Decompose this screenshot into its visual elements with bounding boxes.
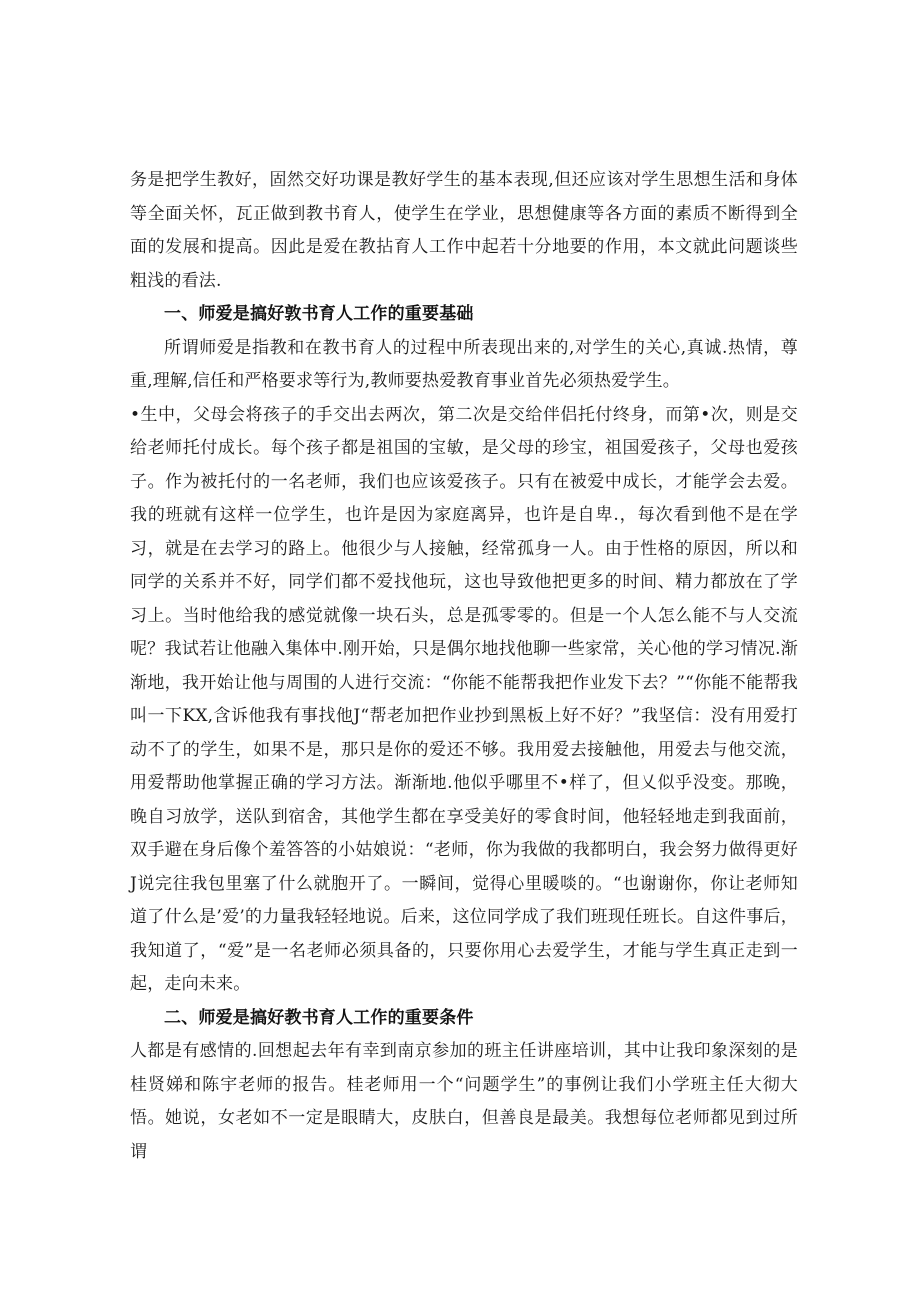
paragraph-training: 人都是有感情的.回想起去年有幸到南京参加的班主任讲座培训，其中让我印象深刻的是桂贤娣和陈宇老师的报告。桂老师用一个“问题学生”的事例让我们小学班主任大彻大悟。她说，女老如不一定是眼睛大，皮肤白，但善良是最美。我想每位老师都见到过所谓 <box>130 1041 798 1162</box>
paragraph-story: •生中，父母会将孩子的手交出去两次，第二次是交给伴侣托付终身，而第•次，则是交给老师托付成长。每个孩子都是祖国的宝敏，是父母的珍宝，祖国爱孩子，父母也爱孩子。作为被托付的一名老师，我们也应该爱孩子。只有在被爱中成长，才能学会去爱。我的班就有这样一位学生，也许是因为家庭离异，也许是自卑.，每次看到他不是在学习，就是在去学习的路上。他很少与人接触，经常孤身一人。由于性格的原因，所以和同学的关系并不好，同学们都不爱找他玩，这也导致他把更多的时间、精力都放在了学习上。当时他给我的感觉就像一块石头，总是孤零零的。但是一个人怎么能不与人交流呢？我试若让他融入集体中.刚开始，只是偶尔地找他聊一些家常，关心他的学习情况.渐渐地，我开始让他与周围的人进行交流：“你能不能帮我把作业发下去？”“你能不能帮我叫一下KX,含诉他我有事找他J“帮老加把作业抄到黑板上好不好？”我坚信：没有用爱打动不了的学生，如果不是，那只是你的爱还不够。我用爱去接触他，用爱去与他交流，用爱帮助他掌握正确的学习方法。渐渐地.他似乎哪里不•样了，但乂似乎没变。那晚，晚自习放学，送队到宿舍，其他学生都在享受美好的零食时间，他轻轻地走到我面前，双手避在身后像个羞答答的小姑娘说：“老师，你为我做的我都明白，我会努力做得更好J说完往我包里塞了什么就胞开了。一瞬间，觉得心里暖啖的。“也谢谢你，你让老师知道了什么是’爱’的力量我轻轻地说。后来，这位同学成了我们班现任班长。自这件事后，我知道了，“爱”是一名老师必须具备的，只要你用心去爱学生，才能与学生真正走到一起，走向未来。 <box>130 404 798 994</box>
paragraph-definition: 所谓师爱是指教和在教书育人的过程中所表现出来的,对学生的关心,真诚.热情，尊重,理解,信任和严格要求等行为,教师要热爱教育事业首先必须热爱学生。 <box>130 337 798 391</box>
section-heading-2: 二、师爱是搞好教书育人工作的重要条件 <box>164 1007 474 1028</box>
section-heading-1: 一、师爱是搞好敦书育人工作的重要基础 <box>164 304 474 324</box>
document-body <box>130 164 798 1169</box>
paragraph-intro: 务是把学生教好，固然交好功课是教好学生的基本表现,但还应该对学生思想生活和身体等全面关怀，瓦正做到教书育人，使学生在学业，思想健康等各方面的素质不断得到全面的发展和提高。因此是爱在教拈育人工作中起若十分地要的作用，本文就此问题谈些粗浅的看法. <box>130 170 798 291</box>
